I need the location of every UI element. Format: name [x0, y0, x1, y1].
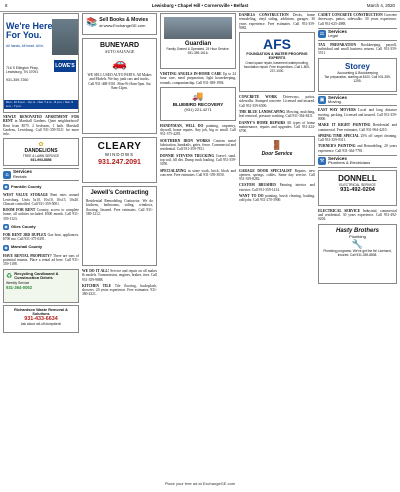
classified-body: Industrial, commercial and residential. 30 years experience. Call 931-492-0204.	[318, 208, 397, 222]
classified-body: painting, carpentry, drywall, home repairs. Any job, big or small. Call 931-375-4281.	[160, 123, 236, 137]
classified-body: Local and long distance moving, packing. Licensed and insured. Call 931-359-8000.	[318, 108, 397, 121]
guardian-photo	[164, 17, 232, 39]
classified-head: SOUTHERN IRON WORKS	[160, 138, 211, 143]
classified-head: WEST VALUE STORAGE	[3, 193, 48, 198]
classified-wedo	[82, 269, 157, 282]
classified-concrete	[239, 95, 315, 108]
door-service-ad	[239, 136, 315, 166]
dandelions-name: DANDELIONS	[24, 148, 58, 155]
classified-head: TAX PREPARATION	[318, 42, 357, 47]
classified-body: Mowing, mulching, leaf removal, pressure washing. Call 931-364-8411.	[239, 110, 315, 119]
column-2	[82, 13, 157, 478]
classified-body: Service and repair on all makes & models. Transmission, engines, brakes, tires. Call 931-359-9888.	[82, 269, 157, 282]
richardson-phone: 931-433-6634	[24, 316, 58, 323]
classified-body: Repairs, new openers, springs, cables. Same day service. Call 931-359-8282.	[239, 168, 315, 182]
buneyard-head: BUNEYARD	[99, 42, 140, 49]
subsection-giles	[3, 223, 79, 231]
gavel-icon: ⚖	[319, 31, 325, 38]
map-pin-icon: ◉	[4, 244, 8, 250]
classified-handyman	[160, 124, 236, 137]
section-sub: Rentals	[13, 173, 27, 179]
classified-head: SPRING TIME SPECIAL	[318, 133, 360, 138]
afs-body: Crawl space repair, basement waterproofing, foundation repair. Free inspections. Call 1-800-237-1000.	[243, 61, 311, 73]
lowes-ad	[3, 13, 79, 113]
classified-head: HAVE RENTAL PROPERTY?	[3, 253, 52, 258]
recycle-icon: ♻	[6, 272, 13, 280]
classified-donnie	[160, 154, 236, 167]
classified-visiting	[160, 72, 236, 85]
bluebird-ad	[160, 87, 236, 121]
classified-make	[318, 123, 397, 132]
classified-head: DANNY'S HOME REPAIRS	[239, 120, 286, 125]
classified-body: There are tons of potential tenants. Place a rental ad here. Call 931-359-1188.	[3, 253, 79, 267]
guardian-body: Family Owned & Operated. 24 Hour Service. 931-359-1616.	[166, 47, 230, 55]
classified-tax	[318, 43, 397, 56]
classified-landscaping	[239, 110, 315, 119]
classified-rent	[3, 233, 79, 242]
section-sub: Plumbers & Electricians	[328, 160, 371, 166]
donnell-ad	[318, 170, 397, 206]
truck-icon: 🚚	[192, 90, 204, 101]
section-sub: Legal	[328, 33, 338, 39]
recycling-sub: Weekly Service	[6, 280, 30, 285]
buneyard-body: WE SELL USED AUTO PARTS. All Makes and Models. We buy junk cars and trucks. Call 931-468-5561. Mon-Fri 8am-5pm. Sat 8am-12pm.	[87, 73, 152, 90]
classified-body: Painting interior and exterior. Call 931-359-1414.	[239, 183, 315, 192]
lowes-phone: 931-359-7260	[6, 78, 29, 82]
classified-head: CADET CONCRETE CONSTRUCTION	[318, 13, 383, 17]
hasty-body: Plumbing programs. We've got the fix! Licensed, insured. Call 931-359-8808.	[323, 248, 392, 257]
sell-books-ad	[82, 13, 157, 35]
section-moving	[318, 94, 397, 107]
door-icon: 🚪	[271, 139, 283, 150]
buneyard-sub: AUTO SALVAGE	[104, 49, 135, 54]
paper-name: Lewisburg • Chapel Hill • Cornersville • Belfast	[151, 3, 249, 8]
column-1	[3, 13, 79, 478]
page-date: March 4, 2020	[366, 3, 395, 8]
county-label: Franklin County	[11, 184, 42, 190]
donnell-phone: 931-492-0204	[340, 186, 375, 193]
recycling-head: Recycling Cardboard & Construction Debris	[14, 270, 59, 281]
wrench-icon: 🔧	[351, 238, 364, 249]
recycling-ad	[3, 269, 79, 303]
page-header	[0, 0, 400, 12]
classified-body: in stone work, brick, block and concrete. Free estimates. Call 931-359-3050.	[160, 168, 236, 177]
column-5	[318, 13, 397, 478]
dandelions-phone: 931-993-8856	[30, 158, 52, 163]
bluebird-phone: (931) 221-4271	[184, 106, 212, 112]
sell-title: Sell Books & Movies	[99, 17, 149, 23]
flower-icon: ✿	[38, 142, 44, 149]
section-sub: Moving	[328, 99, 341, 104]
classified-turner	[318, 144, 397, 153]
buneyard-ad	[82, 38, 157, 134]
classified-garage	[239, 169, 315, 182]
section-plumbing	[318, 155, 397, 168]
afs-sub: FOUNDATION & WATER PROOFING EXPERTS	[246, 52, 308, 61]
classified-head: CONCRETE WORK	[239, 95, 278, 100]
lowes-photo	[52, 19, 78, 55]
classified-dannys	[239, 121, 315, 134]
dandelions-sub: TREE & LAWN SERVICE	[22, 154, 60, 159]
lowes-sub: All hands, All heart. All in.	[6, 44, 45, 48]
page-number: 8	[5, 3, 8, 8]
richardson-tag: Ask about roll-off dumpsters!	[20, 322, 62, 327]
classified-body: Driveways, patios, sidewalks. Stamped concrete. Licensed and insured. Call 931-359-6500.	[239, 95, 315, 108]
classified-head: DANIELS CONSTRUCTION	[239, 13, 289, 17]
afs-head: AFS	[263, 36, 291, 53]
section-rentals	[3, 168, 79, 181]
classified-body: Country, access to complete home, all utilities included. $500 month. Call 931-359-1123.	[3, 208, 79, 221]
book-icon: 📚	[86, 17, 98, 27]
afs-ad	[239, 32, 315, 92]
classified-head: ROOM FOR RENT	[3, 208, 36, 213]
dandelions-ad	[3, 138, 79, 166]
classified-head: WE DO IT ALL!	[82, 269, 110, 273]
classified-head: EAST WAY MOVERS	[318, 108, 356, 113]
classified-west	[3, 193, 79, 206]
cleary-head: CLEARY	[97, 141, 142, 152]
richardson-head: Richardson Waste Removal & Solutions	[14, 307, 68, 316]
classified-head: SPECIALIZING	[160, 168, 187, 173]
cleary-sub: WINDOWS	[104, 152, 135, 157]
classified-head: TURNER'S PAINTING	[318, 144, 356, 149]
classified-want	[239, 194, 315, 203]
classified-body: Concrete driveways, patios, sidewalks. 30 years experience. Call 931-625-4088.	[318, 13, 397, 26]
cleary-phone: 931.247.2091	[98, 159, 141, 166]
classified-head: GARAGE DOOR SPECIALIST	[239, 168, 293, 173]
classified-body: Up to 24 hour care, meal preparation, light housekeeping, errands, companionship. Call 931-388-1994.	[160, 72, 236, 85]
classified-body: Decks, home remodeling, vinyl siding, additions, garages. 30 years experience. Free estimates. Call 931-359-9082.	[239, 13, 315, 30]
classified-body: Bookkeeping, payroll, individual and small business returns. Call 931-359-5511.	[318, 42, 397, 56]
classified-head: KITCHEN TILE	[82, 283, 112, 288]
richardson-ad	[3, 305, 79, 333]
donnell-sub: ELECTRICAL SERVICE	[339, 182, 376, 187]
jewells-body: Residential Remodeling Contractor. We do kitchens, bathrooms, siding, windows, flooring. Insured. Free estimates. Call 931-580-1212.	[86, 199, 153, 216]
lowes-address: 716 S Ellington Pkwy, Lewisburg, TN 37091	[6, 66, 39, 74]
classified-body: 25% off carpet cleaning. Call 931-359-9311.	[318, 133, 397, 143]
classified-head: DONNIE STEVENS TRUCKING	[160, 153, 215, 158]
classified-head: MAKE IT RIGHT PAINTING	[318, 123, 371, 128]
car-icon: 🚗	[112, 56, 127, 70]
bluebird-head: BLUEBIRD RECOVERY	[172, 101, 224, 107]
classified-pest	[3, 254, 79, 267]
key-icon: ⌂	[3, 171, 11, 179]
recycling-phone: 931-364-0052	[6, 284, 33, 290]
classified-head: NEWLY RENOVATED APARTMENT FOR RENT	[3, 115, 79, 124]
classified-head: HANDYMAN, WILL DO	[160, 123, 204, 128]
classified-specializing	[160, 169, 236, 178]
jewells-head: Jewell's Contracting	[90, 190, 149, 196]
storey-ad	[318, 58, 397, 92]
map-pin-icon: ◉	[4, 224, 8, 230]
guardian-ad	[160, 13, 236, 69]
classified-room	[3, 208, 79, 221]
section-head: Services	[328, 28, 347, 34]
section-head: Services	[328, 156, 347, 162]
map-pin-icon: ◉	[4, 184, 8, 190]
hasty-head: Hasty Brothers	[335, 227, 379, 234]
column-4	[239, 13, 315, 478]
classified-head: THE BLUE LANDSCAPING	[239, 110, 286, 115]
jewells-ad	[82, 186, 157, 266]
classified-head: FOR RENT 2BD DUPLEX	[3, 233, 47, 238]
hasty-sub: Plumbing	[349, 233, 366, 239]
column-3	[160, 13, 236, 478]
guardian-head: Guardian	[184, 41, 212, 47]
doorservice-head: Door Service	[261, 150, 293, 157]
classified-eastway	[318, 108, 397, 121]
classified-body: Gravel, sand, top soil, fill dirt. Dump truck hauling. Call 931-359-5050.	[160, 153, 236, 167]
section-legal	[318, 28, 397, 41]
storey-sub: Accounting & Bookkeeping	[337, 70, 378, 75]
donnell-head: DONNELL	[338, 173, 377, 183]
hasty-ad	[318, 224, 397, 284]
storey-head: Storey	[345, 61, 370, 71]
classified-body: Residential and commercial. Free estimates. Call 931-964-4210.	[318, 123, 397, 132]
classified-cadet	[318, 13, 397, 26]
classified-body: in Marshall Gardens. Quiet neighborhood! Rent from $575. 2 bedroom, 1 bath. Marshall Gardens, Lewisburg. Call 931-359-5521 for more info.	[3, 119, 79, 137]
classified-body: Gas heat, appliances. $700 mo. Call 931-375-0291.	[3, 233, 79, 242]
storey-body: Tax preparation, starting at $100. Call 931-359-1255.	[324, 74, 391, 83]
classified-newly	[3, 115, 79, 136]
classified-body: All types of home maintenance, repairs and upgrades. Call 931-224-6700.	[239, 120, 315, 134]
county-label: Marshall County	[11, 244, 43, 250]
section-head: Services	[328, 94, 347, 100]
classified-electrical	[318, 209, 397, 222]
classified-head: VISITING ANGELS IN-HOME CARE	[160, 72, 222, 76]
lowes-hours: Mon - Fri 6 a.m. - 8 p.m. • Sat. 7 a.m. - 8 p.m. • Sun. 9 a.m. - 7 p.m.	[4, 100, 79, 109]
classified-body: Custom metal fabrication, handrails, gates, fence. Commercial and residential. Call 931-359-7811.	[160, 138, 236, 152]
wrench-icon: ⚒	[319, 158, 325, 165]
cleary-ad	[82, 137, 157, 183]
sell-url: at www.ExchangeGE.com	[99, 23, 146, 28]
classified-southern	[160, 139, 236, 152]
section-head: Services	[13, 169, 32, 175]
classified-daniels	[239, 13, 315, 30]
classified-spring	[318, 134, 397, 143]
county-label: Giles County	[11, 223, 36, 229]
subsection-marshall	[3, 244, 79, 252]
classified-body: Rent rates around Lewisburg. Units 5x10, 10x10, 10x15, 10x20. Climate controlled. Call 931-359-5001.	[3, 193, 79, 206]
classified-body: painting, brush clearing, hauling, odd jobs. Call 931-270-3900.	[239, 194, 315, 203]
classified-head: ELECTRICAL SERVICE	[318, 208, 361, 213]
classified-body: and Remodeling. 20 years experience. Call 931-364-7781.	[318, 144, 397, 153]
box-icon: ▣	[319, 97, 325, 103]
page-footer: Place your free ad at ExchangeGE.com	[164, 481, 236, 486]
classified-kitchen	[82, 284, 157, 297]
lowes-headline: We're Here For You.	[6, 21, 53, 40]
classified-body: Tile flooring, backsplash, showers. 20 years experience. Free estimates. 931-380-4321.	[82, 283, 157, 297]
subsection-franklin	[3, 183, 79, 191]
classified-custom	[239, 183, 315, 192]
classified-head: WANT TO DO	[239, 194, 264, 199]
classified-head: CUSTOM BRUSHED	[239, 183, 276, 188]
lowes-logo: LOWE'S	[54, 60, 76, 72]
